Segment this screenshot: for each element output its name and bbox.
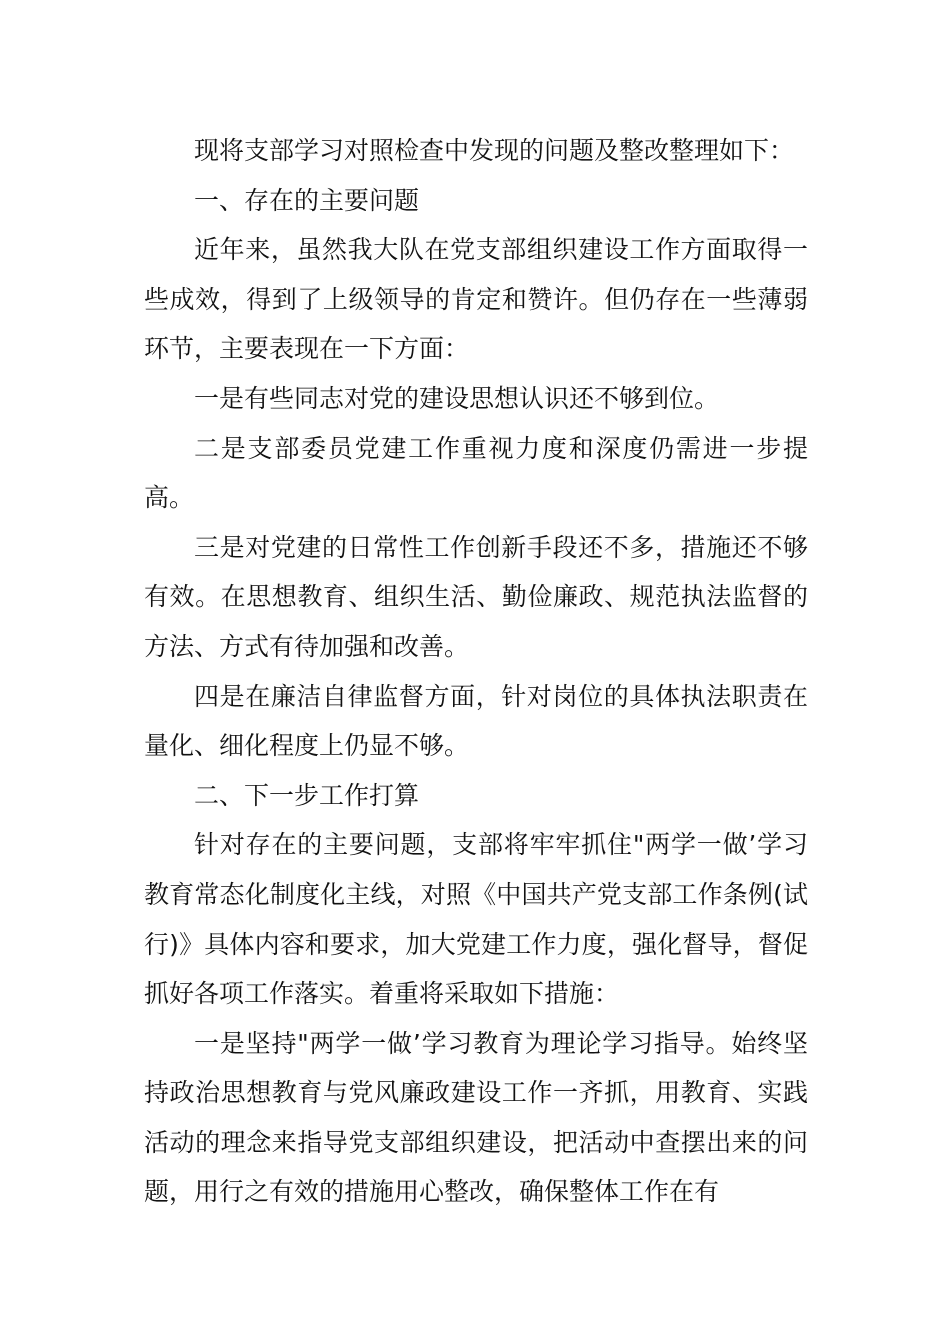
problem-item-1: 一是有些同志对党的建设思想认识还不够到位。 (194, 383, 720, 413)
section-heading-problems: 一、存在的主要问题 (194, 185, 420, 215)
problem-item-2: 二是支部委员党建工作重视力度和深度仍需进一步提高。 (144, 433, 808, 513)
document-body (144, 126, 808, 1217)
paragraph-overview: 近年来，虽然我大队在党支部组织建设工作方面取得一些成效，得到了上级领导的肯定和赞许。但仍存在一些薄弱环节，主要表现在一下方面： (144, 235, 808, 364)
intro-paragraph: 现将支部学习对照检查中发现的问题及整改整理如下： (194, 136, 795, 165)
section-heading-next-steps: 二、下一步工作打算 (194, 780, 420, 810)
paragraph-plan: 针对存在的主要问题，支部将牢牢抓住"两学一做’学习教育常态化制度化主线，对照《中国共产党支部工作条例(试行)》具体内容和要求，加大党建工作力度，强化督导，督促抓好各项工作落实。着重将采取如下措施： (144, 830, 808, 1009)
problem-item-3: 三是对党建的日常性工作创新手段还不多，措施还不够有效。在思想教育、组织生活、勤俭廉政、规范执法监督的方法、方式有待加强和改善。 (144, 532, 808, 661)
measure-item-1: 一是坚持"两学一做’学习教育为理论学习指导。始终坚持政治思想教育与党风廉政建设工作一齐抓，用教育、实践活动的理念来指导党支部组织建设，把活动中查摆出来的问题，用行之有效的措施用心整改，确保整体工作在有 (144, 1028, 808, 1207)
problem-item-4: 四是在廉洁自律监督方面，针对岗位的具体执法职责在量化、细化程度上仍显不够。 (144, 681, 808, 761)
